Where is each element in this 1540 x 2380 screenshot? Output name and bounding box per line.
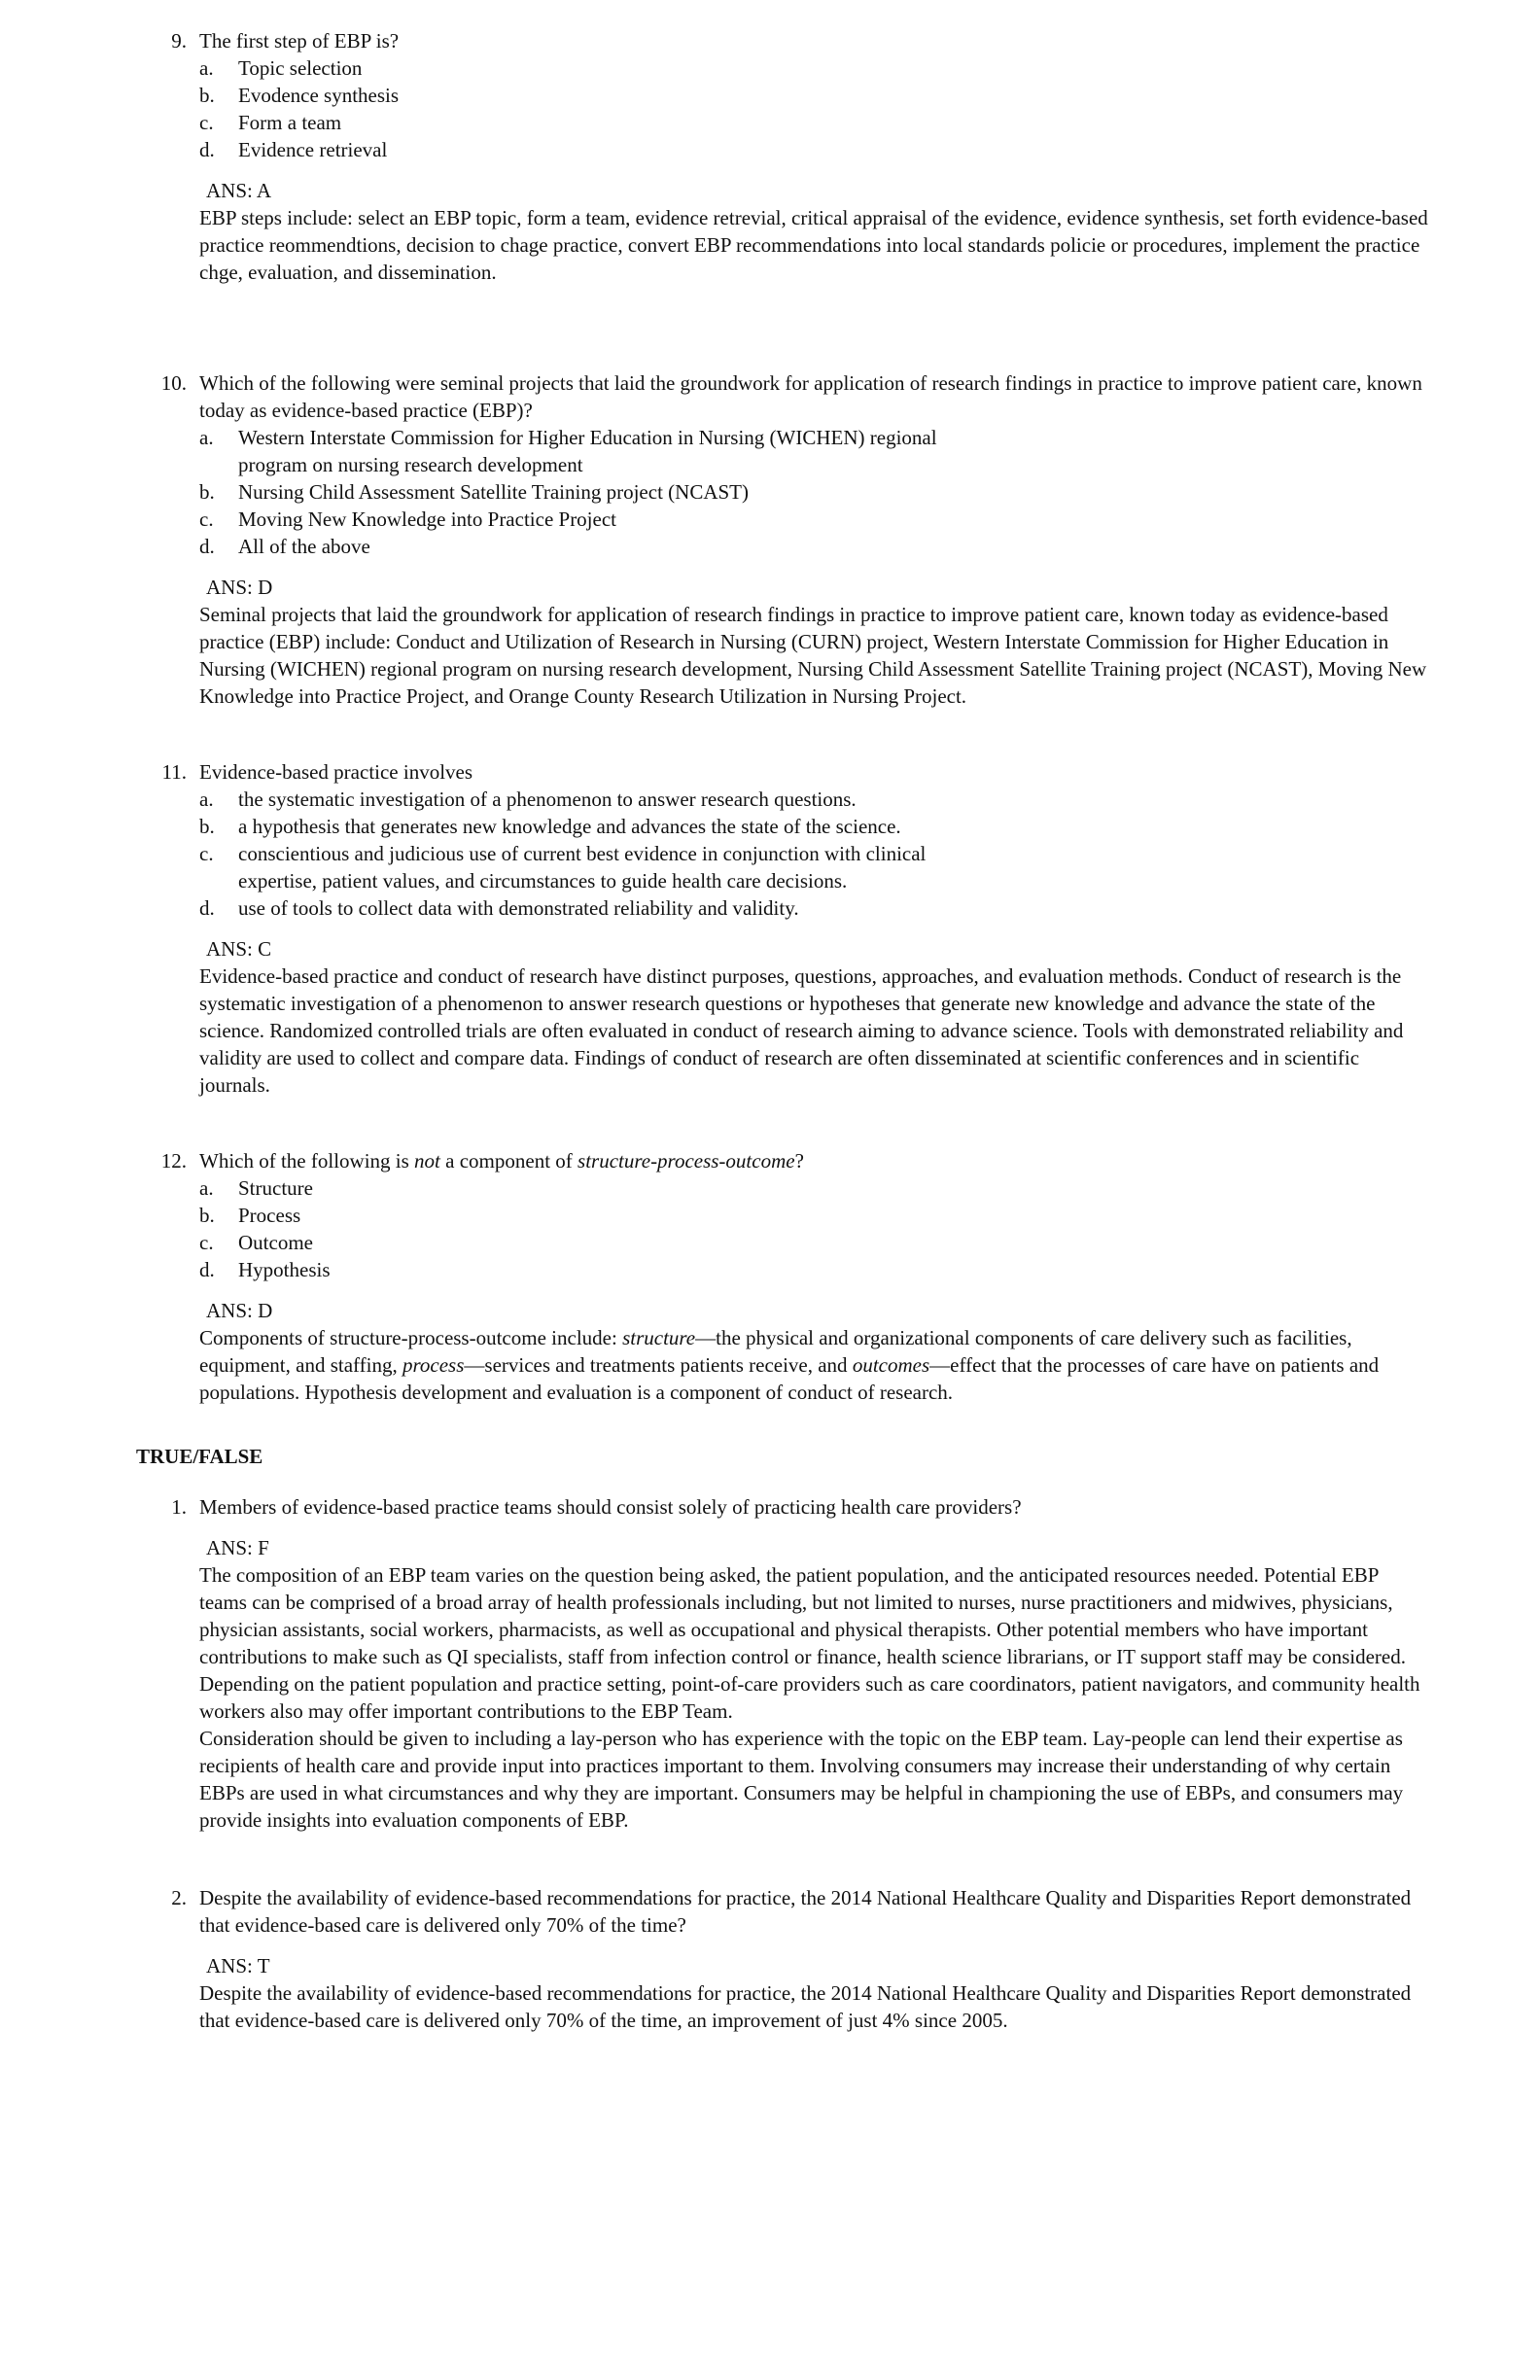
option-letter: b. [199, 84, 215, 107]
option-text: Form a team [238, 111, 342, 134]
option-b [199, 813, 1540, 840]
option-text: conscientious and judicious use of current best evidence in conjunction with clinical expertise, patient values, and circumstances to guide health care decisions. [238, 842, 927, 892]
option-letter: a. [199, 426, 214, 449]
option-d [199, 894, 1540, 922]
question-text-part: a component of [439, 1149, 578, 1172]
option-d [199, 136, 1540, 163]
option-c [199, 840, 1540, 894]
option-letter: b. [199, 480, 215, 504]
option-letter: b. [199, 815, 215, 838]
question-text-emphasis: structure-process-outcome [578, 1149, 795, 1172]
option-text: Nursing Child Assessment Satellite Training project (NCAST) [238, 480, 749, 504]
option-b [199, 478, 1540, 506]
answer-key: ANS: C [206, 937, 272, 961]
rationale-part: —the physical and organizational components of care delivery such as facilities, equipment, and staffing, [199, 1326, 1352, 1377]
question-text-emphasis: not [414, 1149, 440, 1172]
option-text: All of the above [238, 535, 370, 558]
question-10 [0, 369, 1540, 710]
option-a [199, 54, 1540, 82]
option-text: Hypothesis [238, 1258, 331, 1281]
option-letter: d. [199, 138, 215, 161]
option-letter: c. [199, 1231, 214, 1254]
rationale-emphasis: structure [622, 1326, 696, 1349]
option-letter: a. [199, 788, 214, 811]
question-number: 10. [160, 371, 187, 395]
question-number: 12. [160, 1149, 187, 1172]
answer-key: ANS: D [206, 576, 273, 599]
question-number: 9. [171, 29, 187, 52]
option-a [199, 424, 1540, 478]
question-text-part: Which of the following is [199, 1149, 415, 1172]
option-c [199, 506, 1540, 533]
answer-key: ANS: D [206, 1299, 273, 1322]
rationale-emphasis: process [402, 1353, 465, 1377]
question-text: Which of the following were seminal projects that laid the groundwork for application of research findings in practice to improve patient care, known today as evidence-based practice (EBP)? [199, 371, 1422, 422]
question-11 [0, 758, 1540, 1099]
option-a [199, 1174, 1540, 1202]
tf-question-1 [0, 1493, 1540, 1834]
question-9 [0, 27, 1540, 286]
section-title: TRUE/FALSE [136, 1445, 263, 1468]
option-b [199, 82, 1540, 109]
option-b [199, 1202, 1540, 1229]
rationale: The composition of an EBP team varies on the question being asked, the patient population, and the anticipated resources needed. Potential EBP teams can be comprised of a broad array of health professionals including, but not limited to nurses, nurse practitioners and midwives, physicians, physician assistants, social workers, pharmacists, as well as occupational and physical therapists. Other potential members who have important contributions to make such as QI specialists, staff from infection control or finance, health science librarians, or IT support staff may be considered. Depending on the patient population and practice setting, point-of-care providers such as care coordinators, patient navigators, and community health workers also may offer important contributions to the EBP Team. [199, 1563, 1420, 1723]
rationale-continued: Consideration should be given to including a lay-person who has experience with the topic on the EBP team. Lay-people can lend their expertise as recipients of health care and provide input into practices important to them. Involving consumers may increase their understanding of why certain EBPs are used in what circumstances and why they are important. Consumers may be helpful in championing the use of EBPs, and consumers may provide insights into evaluation components of EBP. [199, 1727, 1404, 1832]
option-letter: c. [199, 508, 214, 531]
tf-question-2 [0, 1884, 1540, 2034]
option-letter: d. [199, 896, 215, 920]
option-letter: b. [199, 1204, 215, 1227]
option-letter: d. [199, 535, 215, 558]
question-number: 1. [171, 1495, 187, 1519]
option-letter: a. [199, 56, 214, 80]
rationale-part: —effect that the processes of care have on patients and populations. Hypothesis development and evaluation is a component of conduct of research. [199, 1353, 1380, 1404]
option-a [199, 786, 1540, 813]
answer-key: ANS: F [206, 1536, 269, 1559]
option-text: Outcome [238, 1231, 313, 1254]
question-text [199, 1147, 1424, 1174]
option-text: use of tools to collect data with demonstrated reliability and validity. [238, 896, 799, 920]
question-text: The first step of EBP is? [199, 29, 400, 52]
option-text: the systematic investigation of a phenomenon to answer research questions. [238, 788, 857, 811]
option-text: Process [238, 1204, 301, 1227]
option-c [199, 109, 1540, 136]
rationale-part: —services and treatments patients receive, and [464, 1353, 853, 1377]
option-text: Moving New Knowledge into Practice Project [238, 508, 616, 531]
option-text: Evidence retrieval [238, 138, 388, 161]
option-text: Western Interstate Commission for Higher Education in Nursing (WICHEN) regional program on nursing research development [238, 426, 937, 476]
option-text: Topic selection [238, 56, 363, 80]
option-letter: a. [199, 1176, 214, 1200]
rationale [199, 1324, 1429, 1406]
option-letter: c. [199, 842, 214, 865]
question-number: 2. [171, 1886, 187, 1909]
question-text: Despite the availability of evidence-based recommendations for practice, the 2014 National Healthcare Quality and Disparities Report demonstrated that evidence-based care is delivered only 70% of the time? [199, 1886, 1412, 1937]
option-text: Structure [238, 1176, 313, 1200]
option-c [199, 1229, 1540, 1256]
option-letter: d. [199, 1258, 215, 1281]
question-number: 11. [161, 760, 187, 784]
answer-key: ANS: T [206, 1954, 270, 1978]
question-text-part: ? [794, 1149, 804, 1172]
option-text: Evodence synthesis [238, 84, 400, 107]
rationale: EBP steps include: select an EBP topic, form a team, evidence retrevial, critical appraisal of the evidence, evidence synthesis, set forth evidence-based practice reommendtions, decision to chage practice, convert EBP recommendations into local standards policie or procedures, implement the practice chge, evaluation, and dissemination. [199, 206, 1428, 284]
option-text: a hypothesis that generates new knowledge and advances the state of the science. [238, 815, 901, 838]
rationale: Evidence-based practice and conduct of research have distinct purposes, questions, approaches, and evaluation methods. Conduct of research is the systematic investigation of a phenomenon to answer research questions or hypotheses that generate new knowledge and advance the state of the science. Randomized controlled trials are often evaluated in conduct of research aiming to advance science. Tools with demonstrated reliability and validity are used to collect and compare data. Findings of conduct of research are often disseminated at scientific conferences and in scientific journals. [199, 964, 1404, 1097]
question-text: Evidence-based practice involves [199, 760, 473, 784]
rationale: Seminal projects that laid the groundwork for application of research findings in practice to improve patient care, known today as evidence-based practice (EBP) include: Conduct and Utilization of Research in Nursing (CURN) project, Western Interstate Commission for Higher Education in Nursing (WICHEN) regional program on nursing research development, Nursing Child Assessment Satellite Training project (NCAST), Moving New Knowledge into Practice Project, and Orange County Research Utilization in Nursing Project. [199, 603, 1427, 708]
option-d [199, 1256, 1540, 1283]
question-text: Members of evidence-based practice teams should consist solely of practicing health care providers? [199, 1495, 1022, 1519]
question-12 [0, 1147, 1540, 1406]
rationale-part: Components of structure-process-outcome include: [199, 1326, 623, 1349]
option-d [199, 533, 1540, 560]
rationale-emphasis: outcomes [852, 1353, 930, 1377]
rationale: Despite the availability of evidence-based recommendations for practice, the 2014 National Healthcare Quality and Disparities Report demonstrated that evidence-based care is delivered only 70% of the time, an improvement of just 4% since 2005. [199, 1981, 1412, 2032]
answer-key: ANS: A [206, 179, 272, 202]
option-letter: c. [199, 111, 214, 134]
